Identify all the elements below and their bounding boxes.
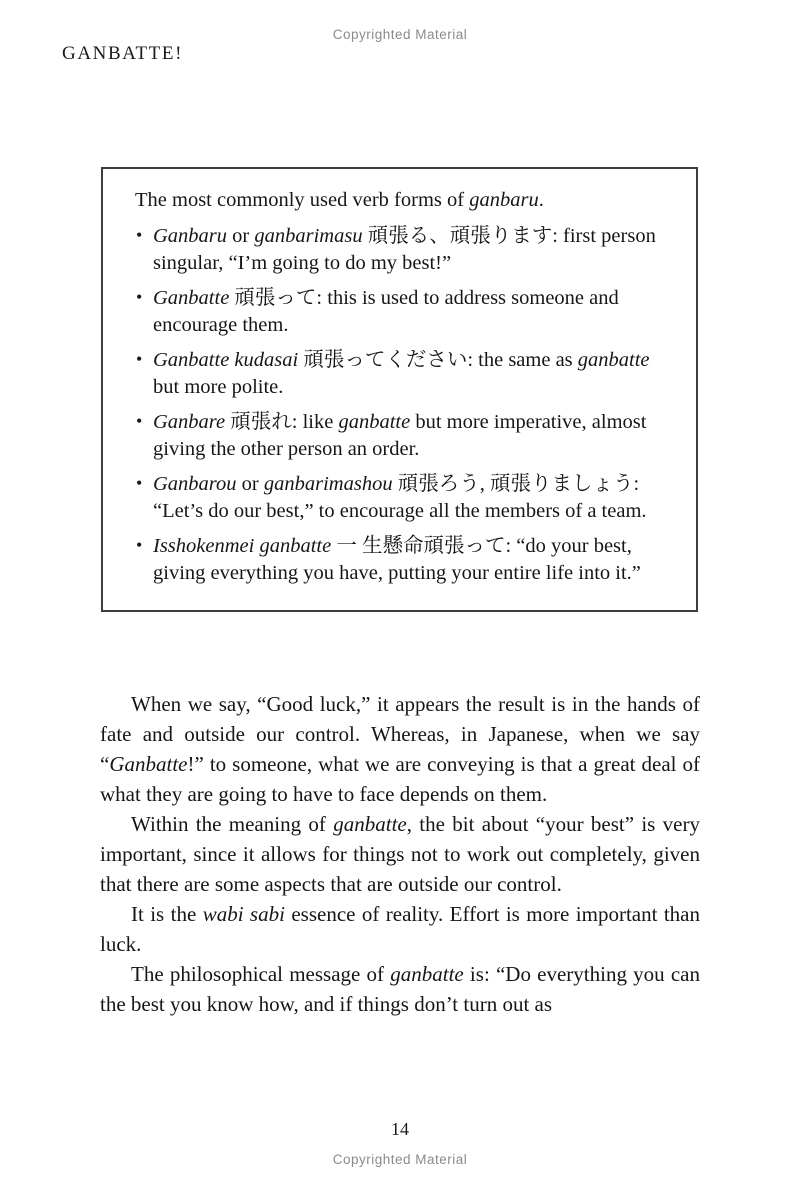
list-item-ganbatte-kudasai: • Ganbatte kudasai 頑張ってください: the same as ganbatte but more polite. (153, 347, 675, 400)
paragraph: When we say, “Good luck,” it appears the result is in the hands of fate and outside our control. Whereas, in Japanese, when we say “Ganbatte!” to someone, what we are conveying is that a great deal of what they are going to have to face depends on them. (100, 692, 700, 806)
copyright-notice-top: Copyrighted Material (332, 27, 468, 42)
verb-forms-intro: The most commonly used verb forms of ganbaru. (135, 189, 544, 211)
list-item-ganbaru: • Ganbaru or ganbarimasu 頑張る、頑張ります: first person singular, “I’m going to do my best!” (153, 223, 675, 276)
verb-forms-box (101, 167, 698, 612)
list-item-ganbarou: • Ganbarou or ganbarimashou 頑張ろう, 頑張りましょう: “Let’s do our best,” to encourage all the members of a team. (153, 471, 675, 524)
copyright-notice-bottom: Copyrighted Material (332, 1152, 468, 1167)
list-item-ganbare: • Ganbare 頑張れ: like ganbatte but more imperative, almost giving the other person an order. (153, 409, 675, 462)
body-text (100, 689, 700, 1019)
list-item-ganbatte: • Ganbatte 頑張って: this is used to address someone and encourage them. (153, 285, 675, 338)
running-header-title: GANBATTE! (62, 43, 183, 64)
paragraph: It is the wabi sabi essence of reality. Effort is more important than luck. (100, 902, 700, 956)
paragraph: The philosophical message of ganbatte is: “Do everything you can the best you know how, and if things don’t turn out as (100, 962, 700, 1016)
list-item-isshokenmei: • Isshokenmei ganbatte 一 生懸命頑張って: “do your best, giving everything you have, putting your entire life into it.” (153, 533, 675, 586)
verb-forms-list (135, 223, 675, 586)
paragraph: Within the meaning of ganbatte, the bit about “your best” is very important, since it allows for things not to work out completely, given that there are some aspects that are outside our control. (100, 812, 700, 896)
page-number: 14 (391, 1119, 409, 1139)
